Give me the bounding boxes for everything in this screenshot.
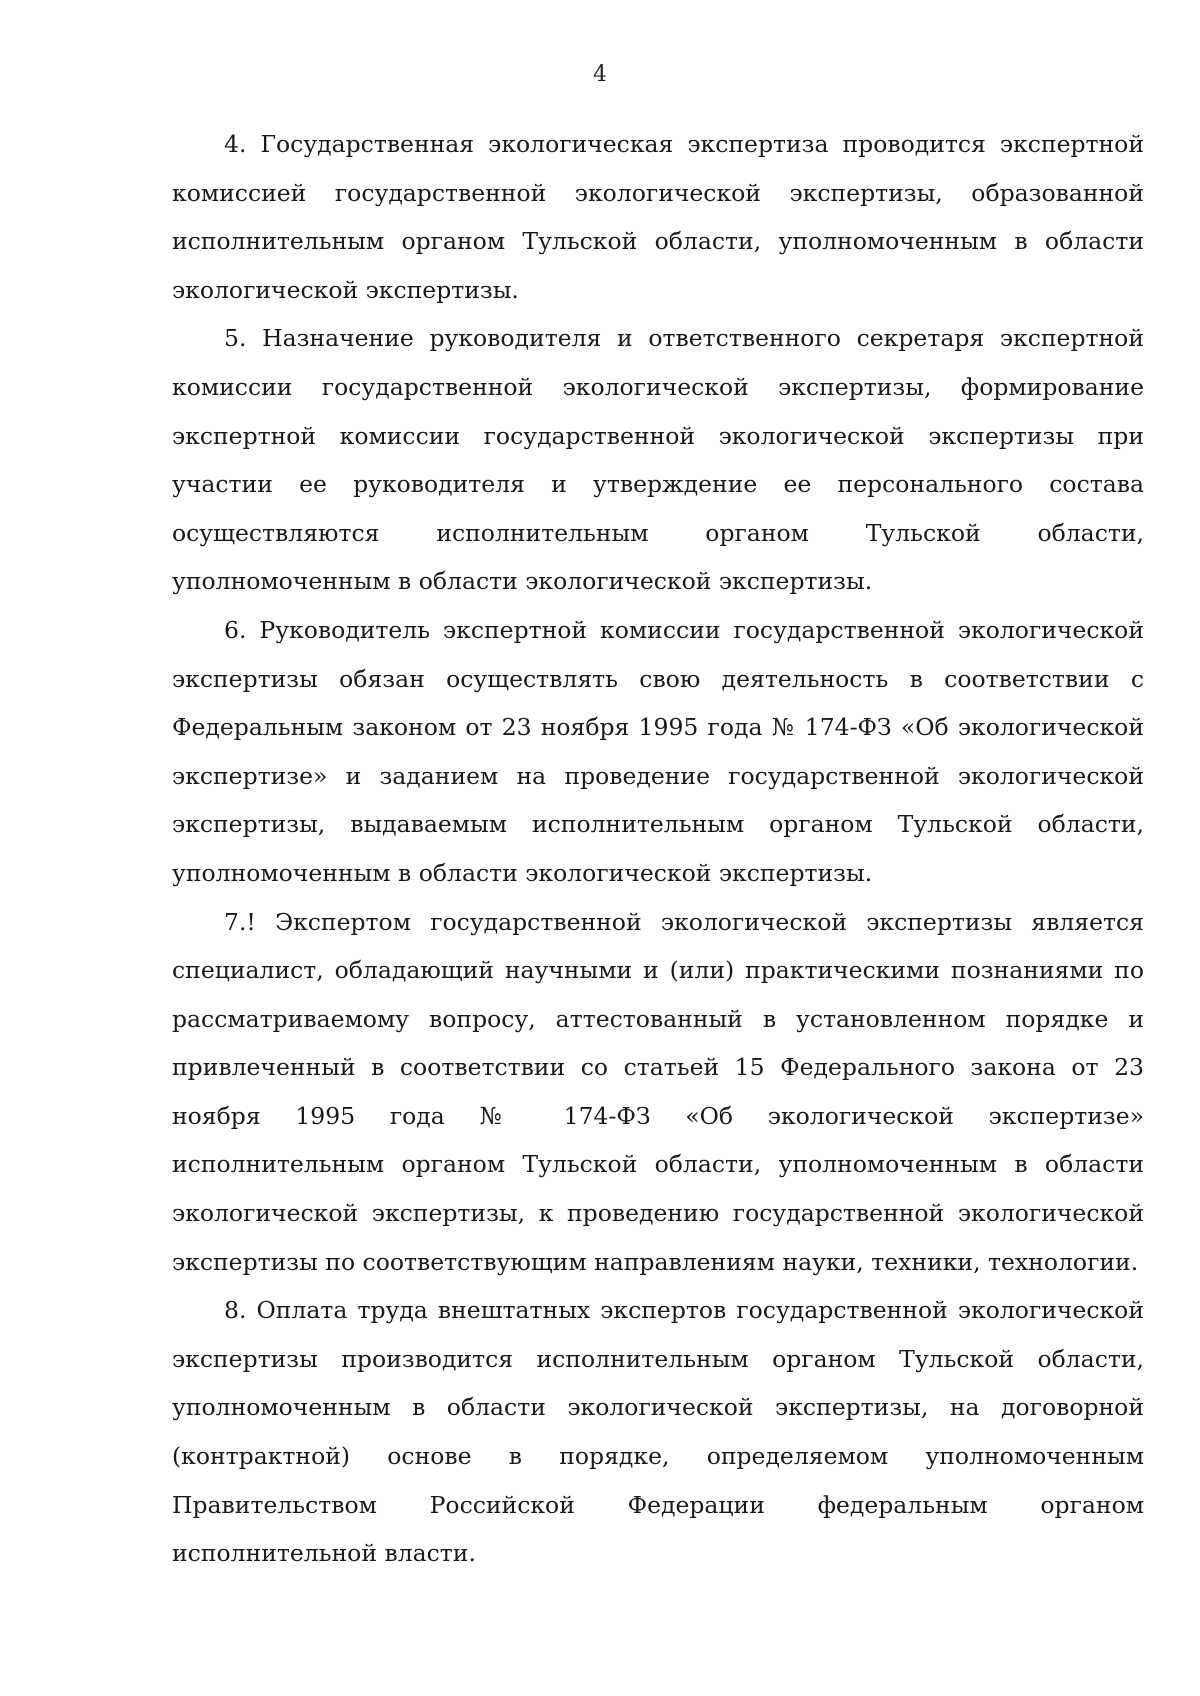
paragraph-5: 5. Назначение руководителя и ответственного секретаря экспертной комиссии государственной экологической экспертизы, формирование экспертной комиссии государственной экологической экспертизы при участии ее руководителя и утверждение ее персонального состава осуществляются исполнительным органом Тульской области, уполномоченным в области экологической экспертизы. (172, 324, 1144, 596)
paragraph-7: 7.! Экспертом государственной экологической экспертизы является специалист, обладающий научными и (или) практическими познаниями по рассматриваемому вопросу, аттестованный в установленном порядке и привлеченный в соответствии со статьей 15 Федерального закона от 23 ноября 1995 года № 174-ФЗ «Об экологической экспертизе» исполнительным органом Тульской области, уполномоченным в области экологической экспертизы, к проведению государственной экологической экспертизы по соответствующим направлениям науки, техники, технологии. (172, 907, 1144, 1276)
paragraph-4: 4. Государственная экологическая экспертиза проводится экспертной комиссией государственной экологической экспертизы, образованной исполнительным органом Тульской области, уполномоченным в области экологической экспертизы. (172, 130, 1144, 304)
paragraph-6: 6. Руководитель экспертной комиссии государственной экологической экспертизы обязан осуществлять свою деятельность в соответствии с Федеральным законом от 23 ноября 1995 года № 174-ФЗ «Об экологической экспертизе» и заданием на проведение государственной экологической экспертизы, выдаваемым исполнительным органом Тульской области, уполномоченным в области экологической экспертизы. (172, 615, 1144, 887)
document-body (172, 120, 1144, 1578)
page-number: 4 (593, 62, 607, 87)
paragraph-8: 8. Оплата труда внештатных экспертов государственной экологической экспертизы производится исполнительным органом Тульской области, уполномоченным в области экологической экспертизы, на договорной (контрактной) основе в порядке, определяемом уполномоченным Правительством Российской Федерации федеральным органом исполнительной власти. (172, 1296, 1144, 1568)
